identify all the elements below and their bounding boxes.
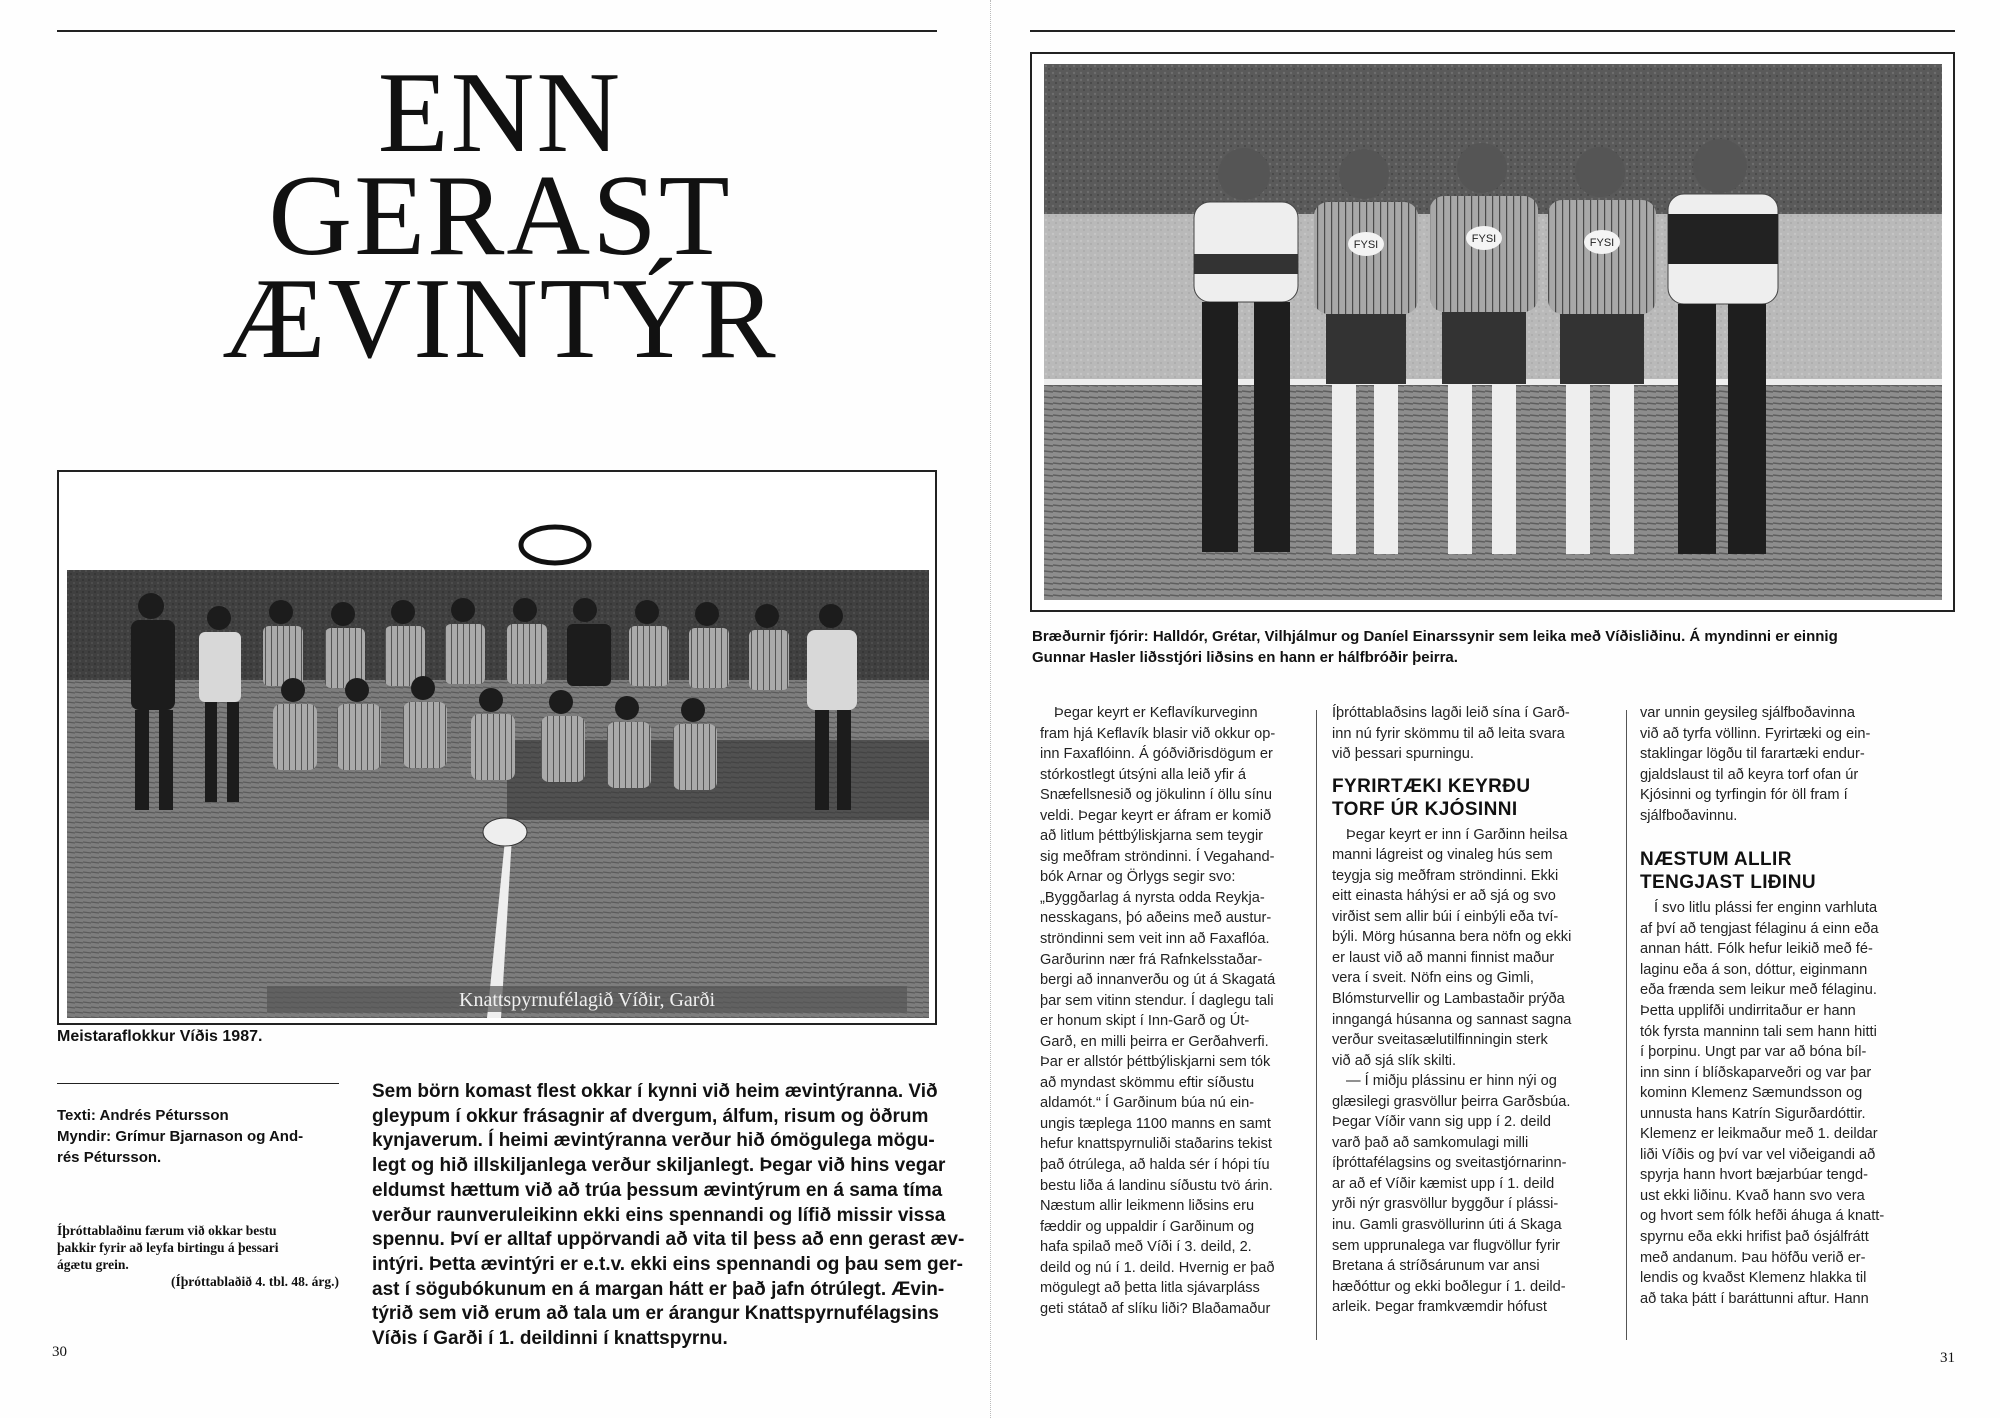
intro-line: verður raunveruleikinn ekki eins spennandi og lífið missir vissa — [372, 1204, 946, 1226]
shirt-sponsor-text: FYSI — [1353, 239, 1379, 251]
body-line: bergi að innanverðu og út á Skagatá — [1040, 972, 1276, 989]
body-line: staklingar lögðu til farartæki endur- — [1640, 746, 1865, 763]
team-photo — [67, 570, 929, 1018]
body-line: Blómsturvellir og Lambastaðir prýða — [1332, 991, 1565, 1008]
body-line: að myndast skömmu eftir síðustu — [1040, 1074, 1255, 1091]
top-rule-right — [1030, 30, 1955, 32]
body-line: að litlum þéttbýliskjarna sem teygir — [1040, 828, 1264, 845]
body-line: inn sinn í blíðskaparveðri og var þar — [1640, 1064, 1872, 1081]
intro-line: spennu. Því er alltaf uppörvandi að vita til þess að enn gerast æv- — [372, 1229, 965, 1251]
body-line: tók fyrsta manninn tali sem hann hitti — [1640, 1023, 1877, 1040]
body-line: ar að ef Víðir kæmist upp í 1. deild — [1332, 1175, 1555, 1192]
body-line: við þessari spurningu. — [1332, 746, 1474, 763]
body-line: af því að tengjast félaginu á einn eða — [1640, 920, 1879, 937]
page-gutter — [990, 0, 991, 1418]
body-line: Kjósinni og tyrfingin fór öll fram í — [1640, 787, 1848, 804]
article-headline — [150, 49, 850, 383]
body-line: þar sem vitinn stendur. Í daglegu tali — [1040, 992, 1274, 1009]
intro-line: ast í sögubókunum en á margan hátt er það jafn ótrúlegt. Ævin- — [372, 1278, 945, 1300]
credit-line: Myndir: Grímur Bjarnason og And- — [57, 1128, 304, 1145]
shirt-sponsor-text: FYSI — [1471, 233, 1497, 245]
body-line: Klemenz er leikmaður með 1. deildar — [1640, 1126, 1878, 1143]
body-line: Garð, en milli þeirra er Gerðahverfi. — [1040, 1033, 1269, 1050]
body-line: laginu eða á son, dóttur, eiginmann — [1640, 961, 1868, 978]
body-line: bestu liða á landinu síðustu tvö árin. — [1040, 1177, 1273, 1194]
subheading-line: NÆSTUM ALLIR — [1640, 849, 1792, 871]
intro-line: týrið sem við erum að tala um er árangur Knattspyrnufélagsins — [372, 1303, 939, 1325]
body-line: gjaldslaust til að keyra torf ofan úr — [1640, 766, 1859, 783]
body-line: hæðóttur og ekki boðlegur í 1. deild- — [1332, 1278, 1566, 1295]
page-number-right: 31 — [1940, 1350, 1955, 1366]
body-line: spyrja hann hvort bæjarbúar tengd- — [1640, 1167, 1868, 1184]
body-line: deild og nú í 1. deild. Hvernig er það — [1040, 1259, 1275, 1276]
body-line: arleik. Þegar framkvæmdir hófust — [1332, 1299, 1547, 1316]
body-line: íþróttafélagsins og sveitastjórnarinn- — [1332, 1155, 1567, 1172]
body-line: inn Faxaflóinn. Á góðviðrisdögum er — [1040, 746, 1273, 763]
brothers-photo-frame — [1030, 52, 1955, 612]
body-line: Íþróttablaðsins lagði leið sína í Garð- — [1332, 705, 1570, 721]
subheading-line: FYRIRTÆKI KEYRÐU — [1332, 775, 1531, 797]
intro-line: Sem börn komast flest okkar í kynni við heim ævintýranna. Við — [372, 1081, 938, 1102]
intro-line: eldumst hættum við að trúa þessum ævintýrum en á sama tíma — [372, 1179, 943, 1201]
article-credits — [57, 1105, 337, 1168]
body-line: það ótrúlega, að halda sér í hópi tíu — [1040, 1157, 1270, 1174]
body-line: geti státað af slíku liði? Blaðamaður — [1040, 1300, 1271, 1317]
column-divider — [1316, 710, 1317, 1340]
body-line: kominn Klemenz Sæmundsson og — [1640, 1085, 1863, 1102]
body-line: Þegar keyrt er Keflavíkurveginn — [1054, 705, 1258, 721]
column-divider — [1626, 710, 1627, 1340]
caption-line: Gunnar Hasler liðsstjóri liðsins en hann er hálfbróðir þeirra. — [1032, 649, 1458, 666]
body-line: glæsilegi grasvöllur þeirra Garðsbúa. — [1332, 1093, 1571, 1110]
body-line: inu. Gamli grasvöllurinn úti á Skaga — [1332, 1217, 1562, 1234]
body-line: unnusta hans Katrín Sigurðardóttir. — [1640, 1105, 1866, 1122]
body-line: liði Víðis og því var vel viðeigandi að — [1640, 1146, 1876, 1163]
headline-line: ÆVINTÝR — [222, 255, 778, 383]
body-line: sig meðfram ströndinni. Í Vegahand- — [1040, 848, 1275, 865]
subheading-line: TORF ÚR KJÓSINNI — [1332, 798, 1518, 820]
body-line: eða frænda sem leikur með félaginu. — [1640, 982, 1877, 999]
body-line: var unnin geysileg sjálfboðavinna — [1640, 705, 1855, 721]
subheading — [1332, 775, 1606, 821]
thanks-line: ágætu grein. — [57, 1257, 129, 1272]
body-line: Í svo litlu plássi fer enginn varhluta — [1654, 900, 1878, 917]
body-line: spyrnu eða ekki hrifist það ósjálfrátt — [1640, 1229, 1869, 1246]
body-line: annan hátt. Fólk hefur leikið með fé- — [1640, 941, 1873, 958]
article-column-2 — [1332, 703, 1606, 1318]
body-line: er honum skipt í Inn-Garð og Út- — [1040, 1013, 1250, 1030]
body-line: inngangá húsanna og sannast sagna — [1332, 1011, 1572, 1028]
body-line: yrði nýr grasvöllur byggður í plássi- — [1332, 1196, 1559, 1213]
body-line: ungis tæplega 1100 manns en samt — [1040, 1115, 1271, 1132]
body-line: verður sveitasælutilfinningin sterk — [1332, 1032, 1548, 1049]
subheading — [1640, 848, 1910, 894]
body-line: Þetta upplifði undirritaður er hann — [1640, 1003, 1856, 1020]
top-rule-left — [57, 30, 937, 32]
article-column-3 — [1640, 703, 1910, 1309]
body-line: teygja sig meðfram ströndinni. Ekki — [1332, 867, 1559, 884]
body-line: lendis og kvaðst Klemenz hlakka til — [1640, 1270, 1867, 1287]
body-line: veldi. Þegar keyrt er áfram er komið — [1040, 807, 1272, 824]
body-line: Bretana á stríðsárunum var ansi — [1332, 1258, 1540, 1275]
body-line: stórkostlegt útsýni alla leið yfir á — [1040, 766, 1247, 783]
body-line: Næstum allir leikmenn liðsins eru — [1040, 1198, 1255, 1215]
oval-logo-icon — [515, 522, 595, 568]
body-line: við að tyrfa völlinn. Fyrirtæki og ein- — [1640, 725, 1871, 742]
body-line: sem upprunalega var flugvöllur fyrir — [1332, 1237, 1560, 1254]
body-line: nesskagans, þó aðeins með austur- — [1040, 910, 1272, 927]
body-line: Garðurinn nær frá Rafnkelsstaðar- — [1040, 951, 1263, 968]
body-line: Þegar Víðir vann sig upp í 2. deild — [1332, 1114, 1552, 1131]
team-photo-frame — [57, 470, 937, 1025]
credit-line: Texti: Andrés Pétursson — [57, 1107, 229, 1124]
brothers-photo — [1044, 64, 1942, 600]
body-line: og hvort sem fólk hefði áhuga á knatt- — [1640, 1208, 1885, 1225]
body-line: vera í sveit. Nöfn eins og Gimli, — [1332, 970, 1534, 987]
body-line: inn nú fyrir skömmu til að leita svara — [1332, 725, 1565, 742]
body-line: Snæfellsnesið og jökulinn í öllu sínu — [1040, 787, 1273, 804]
body-line: hefur knattspyrnuliði staðarins tekist — [1040, 1136, 1272, 1153]
body-line: varð það að samkomulagi milli — [1332, 1134, 1529, 1151]
thanks-source: (Íþróttablaðið 4. tbl. 48. árg.) — [171, 1274, 339, 1289]
body-line: hafa spilað með Víði í 3. deild, 2. — [1040, 1239, 1252, 1256]
team-photo-image — [67, 570, 929, 1018]
body-line: við að sjá slík skilti. — [1332, 1052, 1457, 1069]
body-line: — Í miðju plássinu er hinn nýi og — [1346, 1073, 1557, 1090]
headline-line: ENN — [377, 49, 623, 177]
body-line: ströndinni sem veit inn að Faxaflóa. — [1040, 931, 1270, 948]
body-line: fram hjá Keflavík blasir við okkur op- — [1040, 725, 1276, 742]
photo-banner-text: Knattspyrnufélagið Víðir, Garði — [459, 989, 715, 1011]
body-line: í þorpinu. Ungt par var að bóna bíl- — [1640, 1044, 1867, 1061]
body-line: fæddir og uppaldir í Garðinum og — [1040, 1218, 1255, 1235]
body-line: „Byggðarlag á nyrsta odda Reykja- — [1040, 889, 1265, 906]
brothers-photo-caption — [1032, 626, 1957, 668]
intro-line: intýri. Þetta ævintýri er e.t.v. ekki eins spennandi og þau sem ger- — [372, 1253, 963, 1275]
headline-line: GERAST — [268, 152, 732, 280]
body-line: sjálfboðavinnu. — [1640, 807, 1738, 824]
body-line: virðist sem allir búi í einbýli eða tví- — [1332, 908, 1559, 925]
body-line: aldamót.“ Í Garðinum búa nú ein- — [1040, 1095, 1255, 1112]
page-number-left: 30 — [52, 1344, 67, 1360]
thanks-line: Íþróttablaðinu færum við okkar bestu — [57, 1223, 277, 1238]
intro-line: kynjaverum. Í heimi ævintýranna verður hið ómögulega mögu- — [372, 1130, 935, 1152]
body-line: er laust við að manni finnist maður — [1332, 949, 1555, 966]
reprint-thanks — [57, 1222, 339, 1290]
thanks-line: þakkir fyrir að leyfa birtingu á þessari — [57, 1240, 279, 1255]
intro-line: gleypum í okkur frásagnir af dvergum, álfum, risum og öðrum — [372, 1105, 929, 1127]
body-line: eitt einasta háhýsi er að sjá og svo — [1332, 888, 1556, 905]
body-line: með andanum. Þau höfðu verið er- — [1640, 1249, 1866, 1266]
body-line: manni lágreist og vinaleg hús sem — [1332, 847, 1553, 864]
body-line: bók Arnar og Örlygs segir svo: — [1040, 869, 1236, 886]
team-photo-caption: Meistaraflokkur Víðis 1987. — [57, 1028, 263, 1045]
body-line: Þar er allstór þéttbýliskjarni sem tók — [1040, 1054, 1271, 1071]
subheading-line: TENGJAST LIÐINU — [1640, 872, 1816, 894]
body-line: Þegar keyrt er inn í Garðinn heilsa — [1346, 826, 1568, 843]
article-column-1 — [1040, 703, 1308, 1319]
body-line: mögulegt að þetta litla sjávarpláss — [1040, 1280, 1260, 1297]
article-intro — [372, 1080, 965, 1352]
body-line: ust ekki liðinu. Kvað hann svo vera — [1640, 1187, 1865, 1204]
caption-line: Bræðurnir fjórir: Halldór, Grétar, Vilhjálmur og Daníel Einarssynir sem leika með Víðisliðinu. Á myndinni er einnig — [1032, 628, 1838, 645]
intro-line: legt og hið illskiljanlega verður skiljanlegt. Þegar við hins vegar — [372, 1155, 946, 1177]
credits-rule — [57, 1083, 339, 1084]
shirt-sponsor-text: FYSI — [1589, 237, 1615, 249]
brothers-photo-image — [1044, 64, 1942, 600]
intro-line: Víðis í Garði í 1. deildinni í knattspyrnu. — [372, 1328, 728, 1350]
body-line: að taka þátt í baráttunni aftur. Hann — [1640, 1290, 1869, 1307]
body-line: býli. Mörg húsanna bera nöfn og ekki — [1332, 929, 1572, 946]
credit-line: rés Pétursson. — [57, 1149, 162, 1166]
